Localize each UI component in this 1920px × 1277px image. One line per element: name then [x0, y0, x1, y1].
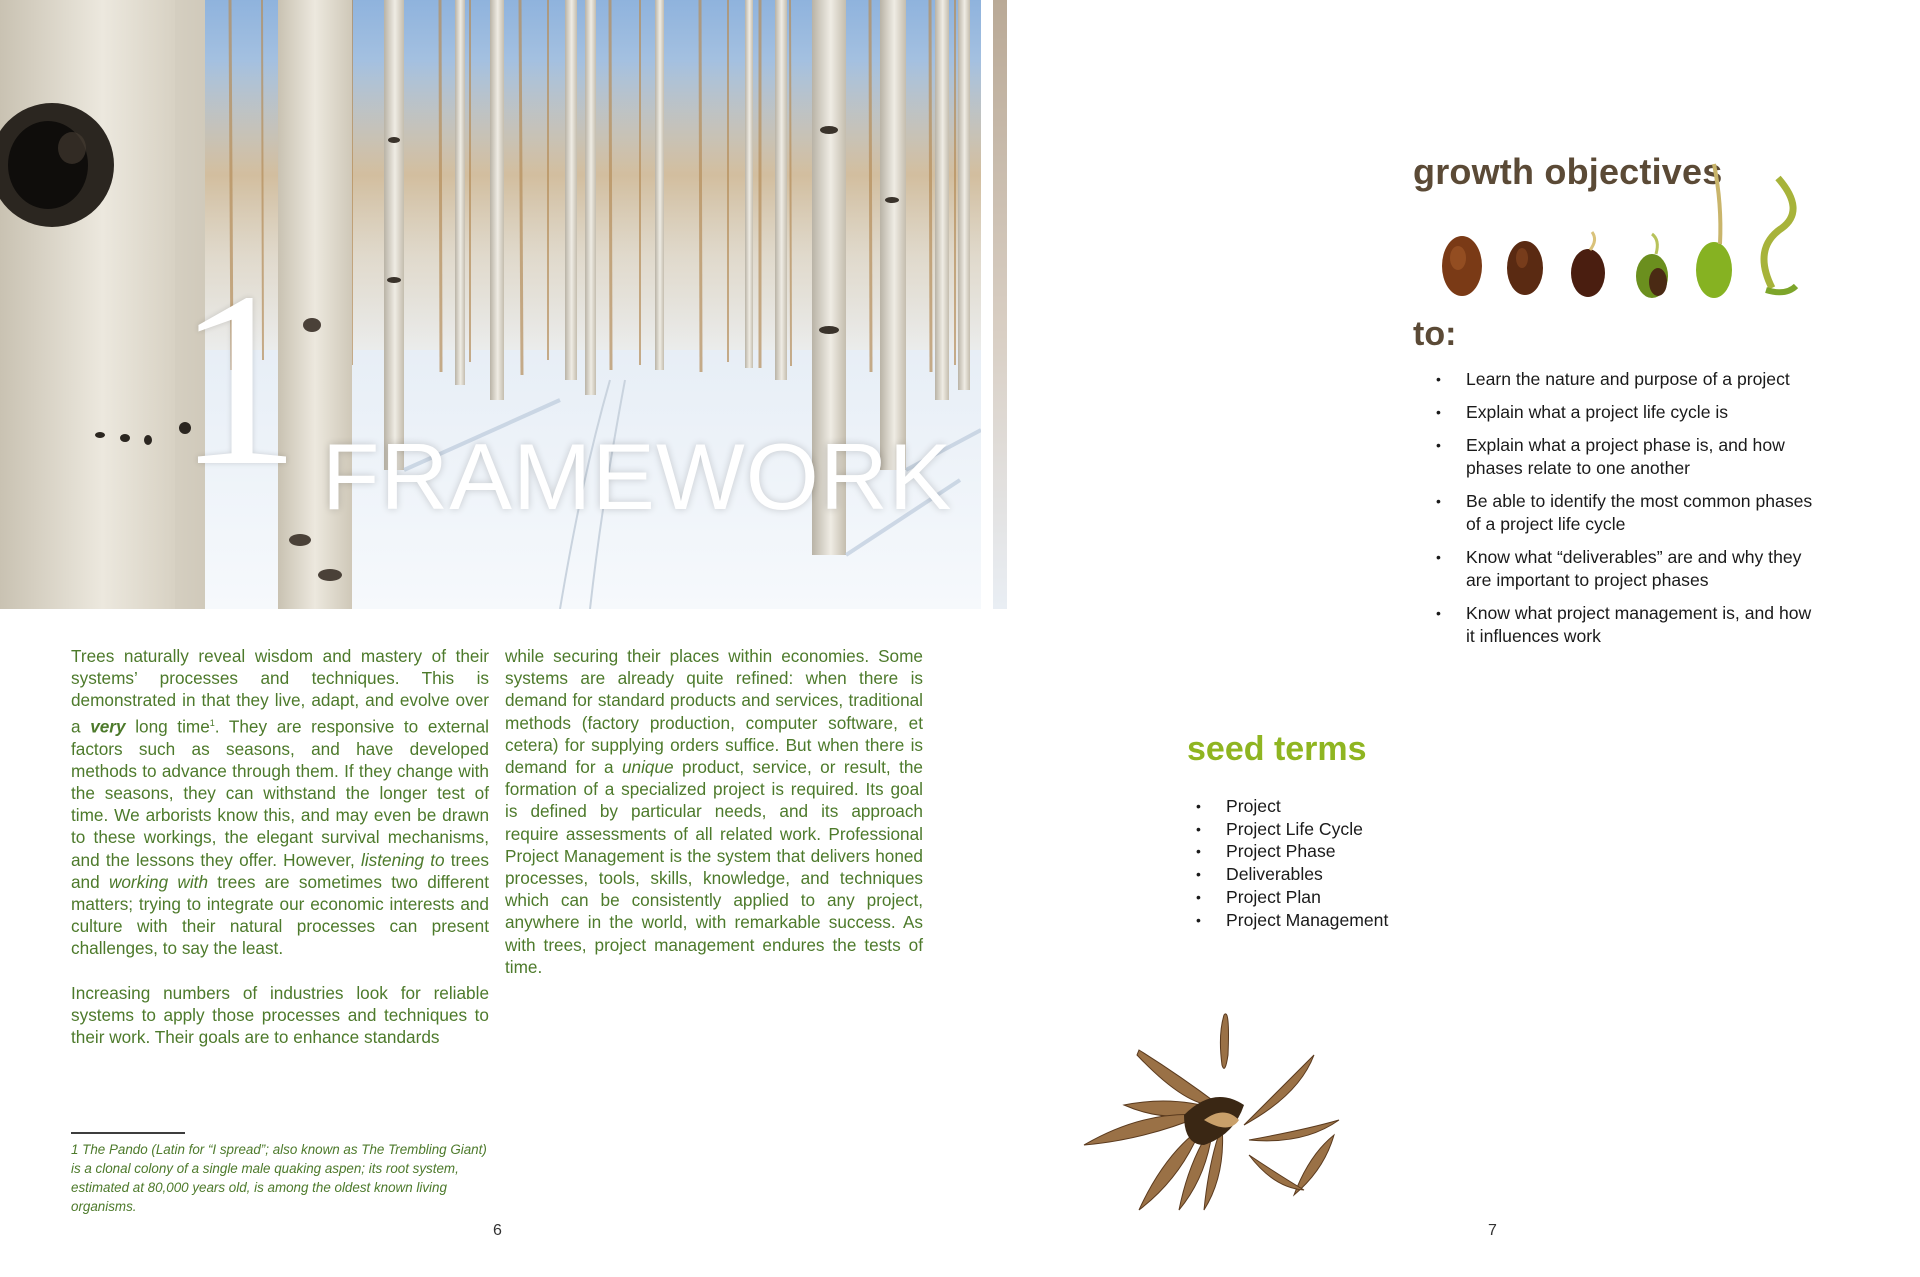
list-item: • Project Management: [1196, 909, 1496, 932]
footnote-ref: 1: [209, 717, 215, 728]
list-item: • Project Life Cycle: [1196, 818, 1496, 841]
list-item: • Deliverables: [1196, 863, 1496, 886]
page-number-left: 6: [493, 1222, 502, 1239]
list-item: • Explain what a project life cycle is: [1436, 401, 1816, 424]
chapter-number: 1: [176, 241, 301, 518]
list-item: • Know what “deliverables” are and why they are important to project phases: [1436, 546, 1816, 592]
sprouting-seeds-image: [1420, 158, 1840, 318]
footnote-rule: [71, 1132, 185, 1134]
seed-terms-heading: seed terms: [1187, 730, 1367, 768]
growth-objectives-heading: growth objectives: [1413, 151, 1723, 192]
body-paragraph-2: Increasing numbers of industries look for reliable systems to apply those processes and techniques to their work. Their goals are to enhance standards: [71, 982, 489, 1047]
to-label: to:: [1413, 315, 1457, 353]
list-item: • Learn the nature and purpose of a project: [1436, 368, 1816, 391]
list-item: • Explain what a project phase is, and how phases relate to one another: [1436, 434, 1816, 480]
photo-edge-strip: [993, 0, 1007, 609]
seed-pod-image: [1064, 995, 1394, 1215]
body-paragraph-3: while securing their places within economies. Some systems are already quite refined: when there is demand for standard products and services, traditional methods (factory production, computer software, et cetera) for supplying orders suffice. But when there is demand for a unique product, service, or result, the formation of a specialized project is required. Its goal is defined by particular needs, and its approach require assessments of all related work. Professional Project Management is the system that delivers honed processes, tools, skills, knowledge, and techniques which can be consistently applied to any project, anywhere in the world, with remarkable success. As with trees, project management endures the tests of time.: [505, 646, 923, 977]
list-item: • Be able to identify the most common phases of a project life cycle: [1436, 490, 1816, 536]
page-number-right: 7: [1488, 1222, 1497, 1239]
objectives-list: [1436, 368, 1816, 658]
body-column-2: [505, 645, 923, 978]
list-item: • Project Phase: [1196, 840, 1496, 863]
body-paragraph-1: Trees naturally reveal wisdom and mastery of their systems’ processes and techniques. This is demonstrated in that they live, adapt, and evolve over a very long time$^1$. They are responsive to external factors such as seasons, and have developed methods to advance through them. If they change with the seasons, they can withstand the longer test of time. We arborists know this, and may even be drawn to these workings, the elegant survival mechanisms, and the lessons they offer. However, listening to trees and working with trees are sometimes two different matters; trying to integrate our economic interests and culture with their natural processes can present challenges, to say the least.: [71, 646, 489, 959]
list-item: • Project Plan: [1196, 886, 1496, 909]
seed-terms-list: [1196, 795, 1496, 931]
list-item: • Know what project management is, and how it influences work: [1436, 602, 1816, 648]
chapter-title: FRAMEWORK: [322, 424, 953, 529]
list-item: • Project: [1196, 795, 1496, 818]
body-column-1: [71, 645, 489, 1048]
footnote: 1 The Pando (Latin for “I spread”; also known as The Trembling Giant) is a clonal colony of a single male quaking aspen; its root system, estimated at 80,000 years old, is among the oldest known living organisms.: [71, 1142, 487, 1214]
